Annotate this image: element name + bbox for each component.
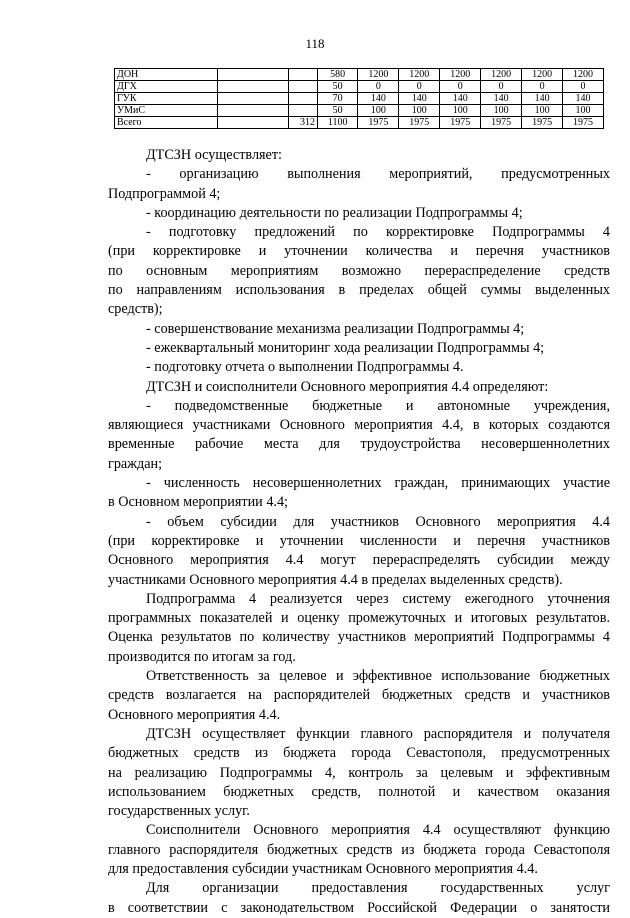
text-line: Основного мероприятия 4.4. <box>108 706 281 723</box>
table-cell <box>218 81 289 93</box>
text-line: - организацию выполнения мероприятий, предусмотренных <box>146 166 610 183</box>
table-cell <box>289 105 318 117</box>
table-cell: 1200 <box>440 69 481 81</box>
text-line: - ежеквартальный мониторинг хода реализации Подпрограммы 4; <box>146 339 545 356</box>
table-cell: 100 <box>481 105 522 117</box>
text-line: ДТСЗН осуществляет: <box>146 147 282 163</box>
row-label-cell: ГУК <box>115 93 218 105</box>
text-line: по основным мероприятиям возможно перераспределение средств <box>108 262 610 279</box>
table-cell: 50 <box>318 81 358 93</box>
text-line: Для организации предоставления государственных услуг <box>146 880 610 897</box>
text-line: средств возлагается на распорядителей бюджетных средств и участников <box>108 687 610 704</box>
text-line: по направлениям использования в пределах общей суммы выделенных <box>108 282 610 299</box>
table-cell: 312 <box>289 117 318 129</box>
table-cell: 100 <box>440 105 481 117</box>
table-cell: 0 <box>563 81 604 93</box>
table-cell: 100 <box>522 105 563 117</box>
text-line: в соответствии с законодательством Российской Федерации о занятости <box>108 899 610 916</box>
table-cell: 100 <box>358 105 399 117</box>
text-line: на реализацию Подпрограммы 4, контроль за целевым и эффективным <box>108 764 610 781</box>
table-cell: 1975 <box>522 117 563 129</box>
table-cell: 1975 <box>399 117 440 129</box>
table-row <box>115 69 604 81</box>
row-label-cell: Всего <box>115 117 218 129</box>
text-line: - совершенствование механизма реализации Подпрограммы 4; <box>146 320 525 337</box>
text-line: главного распорядителя бюджетных средств из бюджета города Севастополя <box>108 841 610 858</box>
table-cell: 1975 <box>440 117 481 129</box>
table-cell <box>289 81 318 93</box>
text-line: Подпрограммой 4; <box>108 185 221 202</box>
text-line: - подготовку отчета о выполнении Подпрограммы 4. <box>146 359 464 376</box>
text-line: (при корректировке и уточнении количества и перечня участников <box>108 243 610 260</box>
text-line: для предоставления субсидии участникам Основного мероприятия 4.4. <box>108 860 538 877</box>
text-line: участниками Основного мероприятия 4.4 в пределах выделенных средств). <box>108 571 563 588</box>
table-cell: 140 <box>481 93 522 105</box>
table-cell: 140 <box>563 93 604 105</box>
page-number: 118 <box>305 36 325 51</box>
row-label-cell: ДГХ <box>115 81 218 93</box>
text-line: граждан; <box>108 455 163 472</box>
table-cell: 0 <box>522 81 563 93</box>
text-line: - объем субсидии для участников Основного мероприятия 4.4 <box>146 513 610 530</box>
table-cell: 70 <box>318 93 358 105</box>
table-cell: 1200 <box>358 69 399 81</box>
text-line: временные рабочие места для трудоустройства несовершеннолетних <box>108 436 610 453</box>
table-cell: 140 <box>522 93 563 105</box>
table-cell <box>289 69 318 81</box>
table-cell: 1975 <box>563 117 604 129</box>
text-line: производится по итогам за год. <box>108 648 296 665</box>
table-cell: 580 <box>318 69 358 81</box>
table-cell: 100 <box>563 105 604 117</box>
table-cell <box>218 117 289 129</box>
table-cell: 0 <box>481 81 522 93</box>
text-line: использованием бюджетных средств, полнотой и качеством оказания <box>108 783 610 800</box>
table-row <box>115 93 604 105</box>
table-cell: 1975 <box>358 117 399 129</box>
table-cell <box>289 93 318 105</box>
table-row <box>115 105 604 117</box>
row-label-cell: ДОН <box>115 69 218 81</box>
text-line: государственных услуг. <box>108 803 250 820</box>
table-cell: 1200 <box>563 69 604 81</box>
table-cell: 1200 <box>522 69 563 81</box>
text-line: бюджетных средств из бюджета города Севастополя, предусмотренных <box>108 745 610 762</box>
table-cell <box>218 69 289 81</box>
row-label-cell: УМиС <box>115 105 218 117</box>
text-line: программных показателей и оценку промежуточных и итоговых результатов. <box>108 610 610 627</box>
text-line: Подпрограмма 4 реализуется через систему ежегодного уточнения <box>146 590 610 607</box>
text-line: являющиеся участниками Основного мероприятия 4.4, в которых создаются <box>108 417 610 434</box>
table-cell: 0 <box>358 81 399 93</box>
text-line: Оценка результатов по количеству участников мероприятий Подпрограммы 4 <box>108 629 610 646</box>
text-line: - координацию деятельности по реализации Подпрограммы 4; <box>146 204 523 221</box>
table-cell: 100 <box>399 105 440 117</box>
text-line: Соисполнители Основного мероприятия 4.4 осуществляют функцию <box>146 822 610 839</box>
text-line: Основного мероприятия 4.4 могут перераспределять субсидии между <box>108 552 610 569</box>
text-line: - подготовку предложений по корректировке Подпрограммы 4 <box>146 224 610 241</box>
budget-table <box>114 68 604 129</box>
table-cell <box>218 93 289 105</box>
table-cell: 140 <box>440 93 481 105</box>
table-cell: 1100 <box>318 117 358 129</box>
table-cell: 1200 <box>399 69 440 81</box>
text-line: - численность несовершеннолетних граждан, принимающих участие <box>146 475 610 492</box>
table-cell: 1975 <box>481 117 522 129</box>
text-line: (при корректировке и уточнении численности и перечня участников <box>108 532 610 549</box>
table-cell: 0 <box>399 81 440 93</box>
table-cell: 140 <box>399 93 440 105</box>
table-cell: 140 <box>358 93 399 105</box>
table-row <box>115 117 604 129</box>
table-row <box>115 81 604 93</box>
text-line: Ответственность за целевое и эффективное использование бюджетных <box>146 668 610 685</box>
text-line: ДТСЗН осуществляет функции главного распорядителя и получателя <box>146 725 610 742</box>
text-line: в Основном мероприятии 4.4; <box>108 494 288 511</box>
text-line: средств); <box>108 301 163 318</box>
table-cell: 1200 <box>481 69 522 81</box>
text-line: - подведомственные бюджетные и автономные учреждения, <box>146 397 610 414</box>
table-cell: 0 <box>440 81 481 93</box>
document-body <box>108 146 610 918</box>
table-cell <box>218 105 289 117</box>
text-line: ДТСЗН и соисполнители Основного мероприятия 4.4 определяют: <box>146 378 549 395</box>
table-cell: 50 <box>318 105 358 117</box>
